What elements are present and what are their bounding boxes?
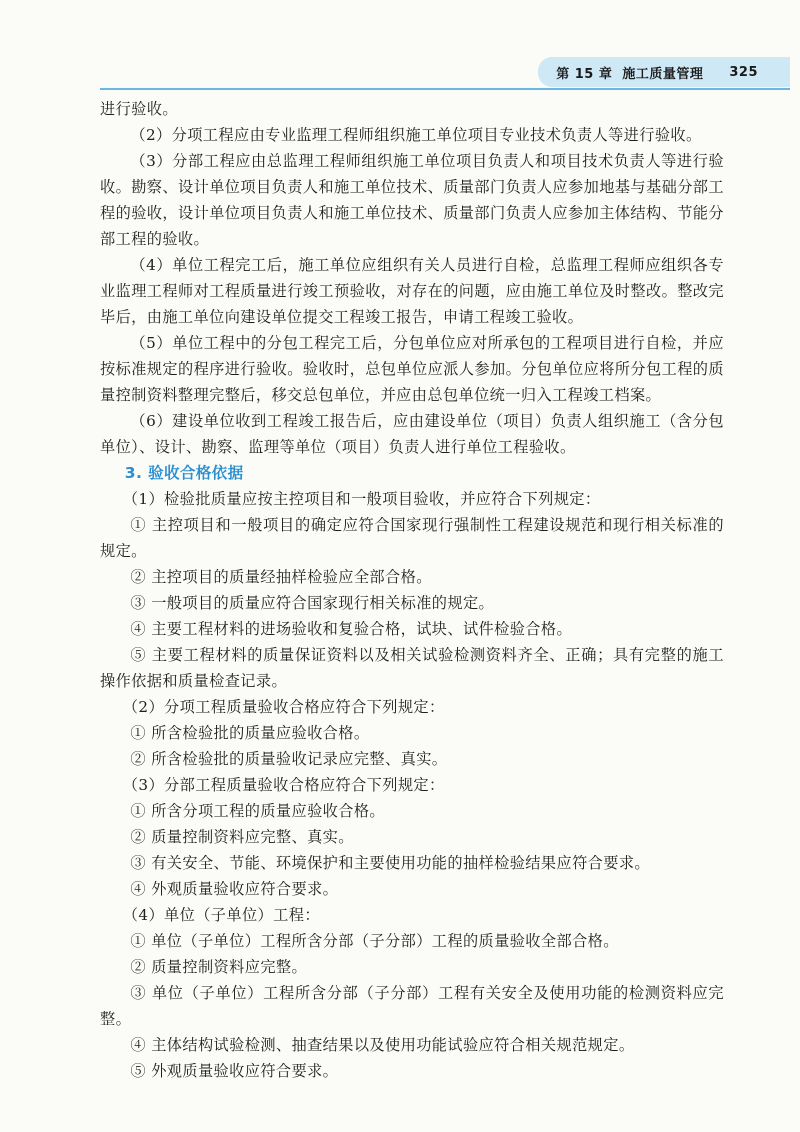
section-heading: 3. 验收合格依据 [124, 464, 244, 482]
criteria-group-title: （2）分项工程质量验收合格应符合下列规定： [122, 698, 445, 716]
paragraph-item-2: （2）分项工程应由专业监理工程师组织施工单位项目专业技术负责人等进行验收。 [130, 126, 702, 144]
page-number: 325 [729, 64, 758, 80]
running-header [538, 57, 790, 87]
criteria-item: ③ 单位（子单位）工程所含分部（子分部）工程有关安全及使用功能的检测资料应完整。 [100, 984, 724, 1028]
criteria-item: ① 所含检验批的质量应验收合格。 [130, 724, 370, 742]
criteria-item: ② 所含检验批的质量验收记录应完整、真实。 [130, 750, 448, 768]
paragraph-item-4: （4）单位工程完工后，施工单位应组织有关人员进行自检，总监理工程师应组织各专业监理工程师对工程质量进行竣工预验收，对存在的问题，应由施工单位及时整改。整改完毕后，由施工单位向建设单位提交工程竣工报告，申请工程竣工验收。 [100, 256, 724, 326]
criteria-item: ② 主控项目的质量经抽样检验应全部合格。 [130, 568, 432, 586]
criteria-group-title: （1）检验批质量应按主控项目和一般项目验收，并应符合下列规定： [122, 490, 601, 508]
criteria-group-title: （3）分部工程质量验收合格应符合下列规定： [122, 776, 445, 794]
criteria-item: ⑤ 主要工程材料的质量保证资料以及相关试验检测资料齐全、正确；具有完整的施工操作依据和质量检查记录。 [100, 646, 724, 690]
paragraph-item-6: （6）建设单位收到工程竣工报告后，应由建设单位（项目）负责人组织施工（含分包单位）、设计、勘察、监理等单位（项目）负责人进行单位工程验收。 [100, 412, 724, 456]
criteria-item: ③ 一般项目的质量应符合国家现行相关标准的规定。 [130, 594, 495, 612]
criteria-item: ④ 主要工程材料的进场验收和复验合格，试块、试件检验合格。 [130, 620, 573, 638]
criteria-item: ② 质量控制资料应完整。 [130, 958, 308, 976]
page-body [100, 96, 724, 1084]
paragraph-item-3: （3）分部工程应由总监理工程师组织施工单位项目负责人和项目技术负责人等进行验收。勘察、设计单位项目负责人和施工单位技术、质量部门负责人应参加地基与基础分部工程的验收，设计单位项目负责人和施工单位技术、质量部门负责人应参加主体结构、节能分部工程的验收。 [100, 152, 724, 248]
paragraph-item-5: （5）单位工程中的分包工程完工后，分包单位应对所承包的工程项目进行自检，并应按标准规定的程序进行验收。验收时，总包单位应派人参加。分包单位应将所分包工程的质量控制资料整理完整后，移交总包单位，并应由总包单位统一归入工程竣工档案。 [100, 334, 724, 404]
criteria-item: ③ 有关安全、节能、环境保护和主要使用功能的抽样检验结果应符合要求。 [130, 854, 651, 872]
criteria-item: ① 主控项目和一般项目的确定应符合国家现行强制性工程建设规范和现行相关标准的规定。 [100, 516, 724, 560]
criteria-item: ② 质量控制资料应完整、真实。 [130, 828, 354, 846]
criteria-item: ① 所含分项工程的质量应验收合格。 [130, 802, 386, 820]
paragraph-continuation: 进行验收。 [100, 100, 178, 118]
criteria-item: ① 单位（子单位）工程所含分部（子分部）工程的质量验收全部合格。 [130, 932, 619, 950]
header-rule [100, 88, 790, 90]
criteria-group-title: （4）单位（子单位）工程： [122, 906, 320, 924]
chapter-number: 第 15 章 [556, 66, 613, 82]
chapter-title: 施工质量管理 [622, 66, 704, 82]
criteria-item: ⑤ 外观质量验收应符合要求。 [130, 1062, 339, 1080]
criteria-item: ④ 外观质量验收应符合要求。 [130, 880, 339, 898]
criteria-item: ④ 主体结构试验检测、抽查结果以及使用功能试验应符合相关规范规定。 [130, 1036, 635, 1054]
